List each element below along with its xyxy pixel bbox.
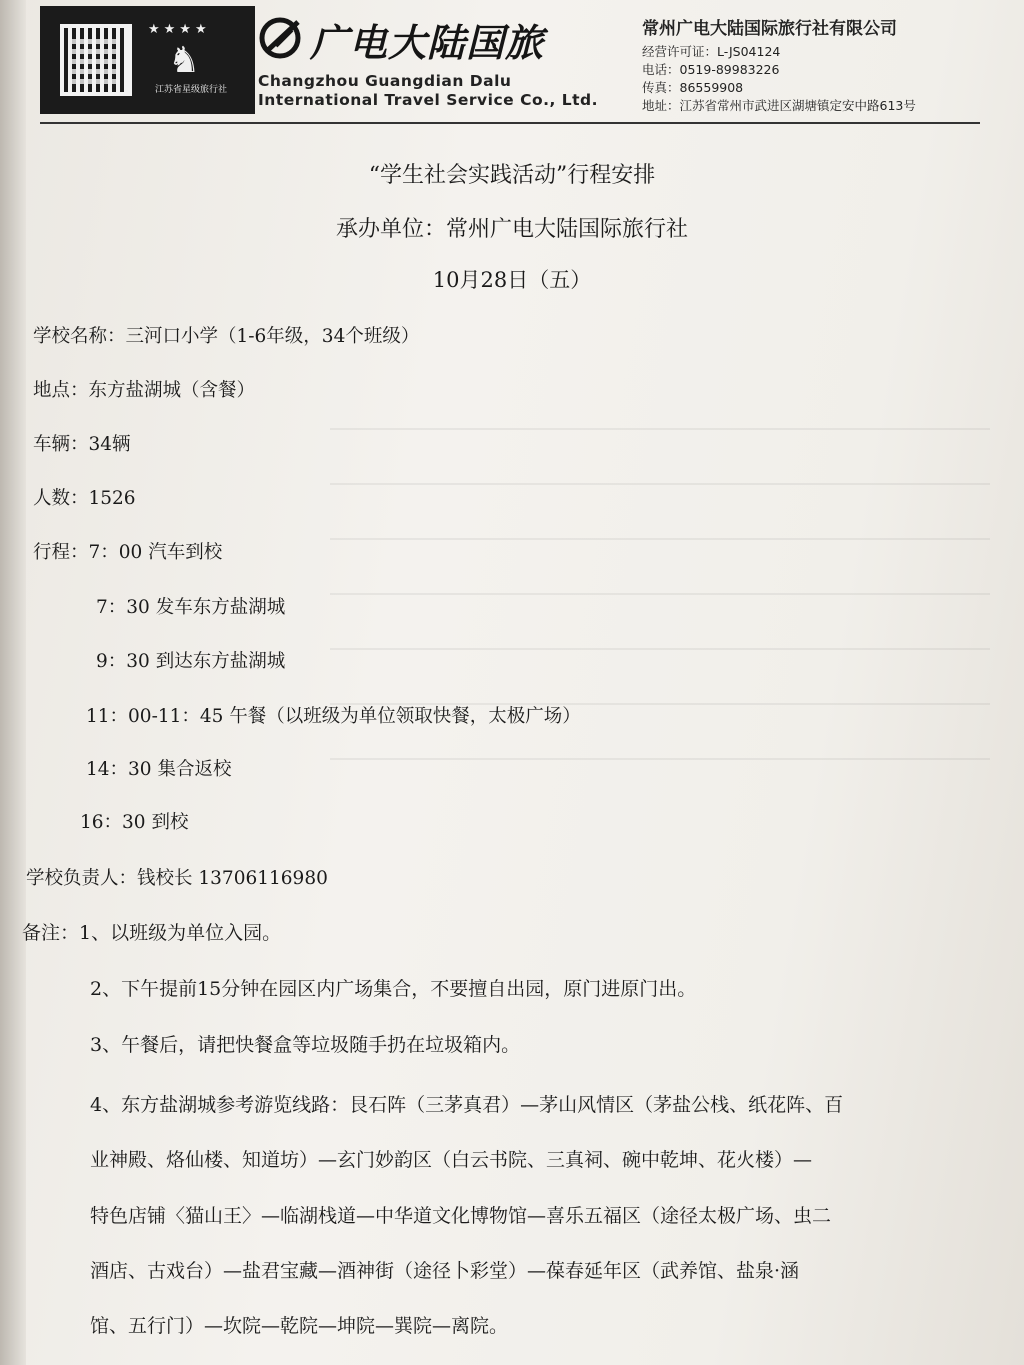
note-4-line-2: 业神殿、烙仙楼、知道坊）—玄门妙韵区（白云书院、三真祠、碗中乾坤、花火楼）— <box>90 1149 813 1171</box>
school-name: 学校名称：三河口小学（1-6年级，34个班级） <box>33 326 420 347</box>
address-value: 江苏省常州市武进区湖塘镇定安中路613号 <box>679 98 916 113</box>
license-value: L-JS04124 <box>717 44 781 59</box>
header-divider <box>40 122 980 124</box>
note-3: 3、午餐后，请把快餐盒等垃圾随手扔在垃圾箱内。 <box>90 1034 521 1056</box>
brand-english-line-2: International Travel Service Co., Ltd. <box>258 91 599 109</box>
brand-english-name <box>258 72 598 110</box>
location: 地点：东方盐湖城（含餐） <box>33 380 256 401</box>
fax-value: 86559908 <box>679 80 744 95</box>
itinerary-item: 11：00-11：45 午餐（以班级为单位领取快餐，太极广场） <box>86 706 581 727</box>
brand-logo-icon <box>258 16 308 60</box>
brand-english-line-1: Changzhou Guangdian Dalu <box>258 72 512 90</box>
note-4-line-3: 特色店铺〈猫山王〉—临湖栈道—中华道文化博物馆—喜乐五福区（途径太极广场、虫二 <box>90 1205 832 1227</box>
note-4-line-4: 酒店、古戏台）—盐君宝藏—酒神街（途径卜彩堂）—葆春延年区（武养馆、盐泉·涵 <box>90 1260 800 1282</box>
binding-shadow <box>0 0 26 1365</box>
company-name: 常州广电大陆国际旅行社有限公司 <box>642 19 897 39</box>
itinerary-item: 16：30 到校 <box>80 812 189 833</box>
note-4-line-5: 馆、五行门）—坎院—乾院—坤院—巽院—离院。 <box>90 1315 509 1337</box>
phone-line <box>642 61 972 79</box>
license-line <box>642 43 972 61</box>
horse-logo-icon: ♞ <box>168 40 201 81</box>
qr-code-icon <box>60 24 132 96</box>
school-contact: 学校负责人：钱校长 13706116980 <box>26 868 328 889</box>
itinerary-item: 9：30 到达东方盐湖城 <box>96 651 286 672</box>
address-label: 地址： <box>642 98 680 113</box>
phone-value: 0519-89983226 <box>679 62 780 77</box>
address-line <box>642 97 972 115</box>
fax-line <box>642 79 972 97</box>
note-2: 2、下午提前15分钟在园区内广场集合，不要擅自出园，原门进原门出。 <box>90 978 697 1000</box>
license-label: 经营许可证： <box>642 44 718 59</box>
organizer: 承办单位：常州广电大陆国际旅行社 <box>335 217 688 242</box>
phone-label: 电话： <box>642 62 680 77</box>
badge-text: 江苏省星级旅行社 <box>154 85 227 95</box>
logo-block <box>40 6 255 114</box>
people-count: 人数：1526 <box>33 488 136 509</box>
vehicle-count: 车辆：34辆 <box>33 434 131 455</box>
stars-icon: ★★★★ <box>148 22 211 37</box>
company-info <box>642 14 972 115</box>
document-title: “学生社会实践活动”行程安排 <box>368 163 656 188</box>
itinerary-item: 行程：7：00 汽车到校 <box>33 542 223 563</box>
brand-name: 广电大陆国旅 <box>310 21 545 65</box>
fax-label: 传真： <box>642 80 680 95</box>
note-4-line-1: 4、东方盐湖城参考游览线路：艮石阵（三茅真君）—茅山风情区（茅盐公栈、纸花阵、百 <box>90 1094 844 1116</box>
itinerary-item: 14：30 集合返校 <box>86 759 232 780</box>
itinerary-item: 7：30 发车东方盐湖城 <box>96 597 286 618</box>
note-1: 备注：1、以班级为单位入园。 <box>22 922 282 944</box>
event-date: 10月28日（五） <box>432 268 592 292</box>
